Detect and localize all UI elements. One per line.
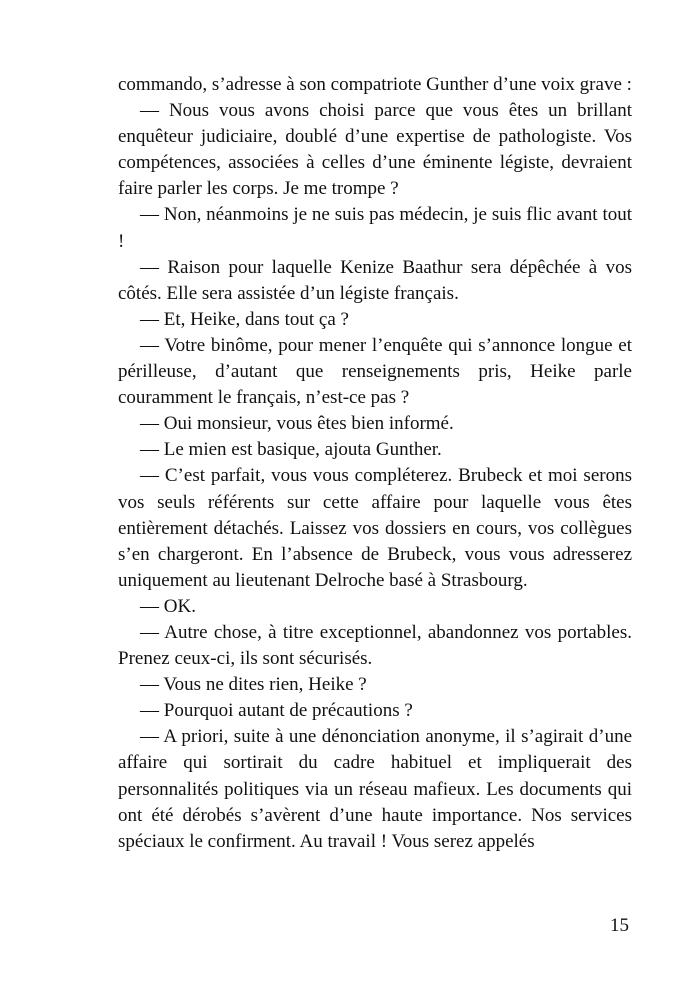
paragraph: — Votre binôme, pour mener l’enquête qui s’annonce longue et périlleuse, d’autant que renseignements pris, Heike parle couramment le français, n’est-ce pas ? <box>118 334 632 409</box>
paragraph: — Nous vous avons choisi parce que vous êtes un brillant enquêteur judiciaire, doublé d’une expertise de pathologiste. Vos compétences, associées à celles d’une éminente légiste, devraient faire parler les corps. Je me trompe ? <box>118 100 632 200</box>
paragraph: — Pourquoi autant de précautions ? <box>140 700 413 722</box>
paragraph: — C’est parfait, vous vous compléterez. Brubeck et moi serons vos seuls référents sur cette affaire pour laquelle vous êtes entièrement détachés. Laissez vos dossiers en cours, vos collègues s’en chargeront. En l’absence de Brubeck, vous vous adresserez uniquement au lieutenant Delroche basé à Strasbourg. <box>118 465 632 591</box>
paragraph: — Oui monsieur, vous êtes bien informé. <box>140 413 454 435</box>
paragraph: — Et, Heike, dans tout ça ? <box>140 308 349 330</box>
paragraph: — A priori, suite à une dénonciation anonyme, il s’agirait d’une affaire qui sortirait du cadre habituel et impliquerait des personnalités politiques via un réseau mafieux. Les documents qui ont été dérobés s’avèrent d’une haute importance. Nos services spéciaux le confirment. Au travail ! Vous serez appelés <box>118 726 632 852</box>
paragraph: commando, s’adresse à son compatriote Gunther d’une voix grave : <box>118 74 632 95</box>
body-text <box>118 72 632 855</box>
paragraph: — Vous ne dites rien, Heike ? <box>140 674 367 696</box>
paragraph: — Non, néanmoins je ne suis pas médecin, je suis flic avant tout ! <box>118 204 632 252</box>
paragraph: — Autre chose, à titre exceptionnel, abandonnez vos portables. Prenez ceux-ci, ils sont sécurisés. <box>118 621 632 670</box>
page-number: 15 <box>610 915 629 936</box>
paragraph: — Le mien est basique, ajouta Gunther. <box>140 439 442 461</box>
paragraph: — Raison pour laquelle Kenize Baathur sera dépêchée à vos côtés. Elle sera assistée d’un légiste français. <box>118 256 632 304</box>
paragraph: — OK. <box>140 595 196 617</box>
